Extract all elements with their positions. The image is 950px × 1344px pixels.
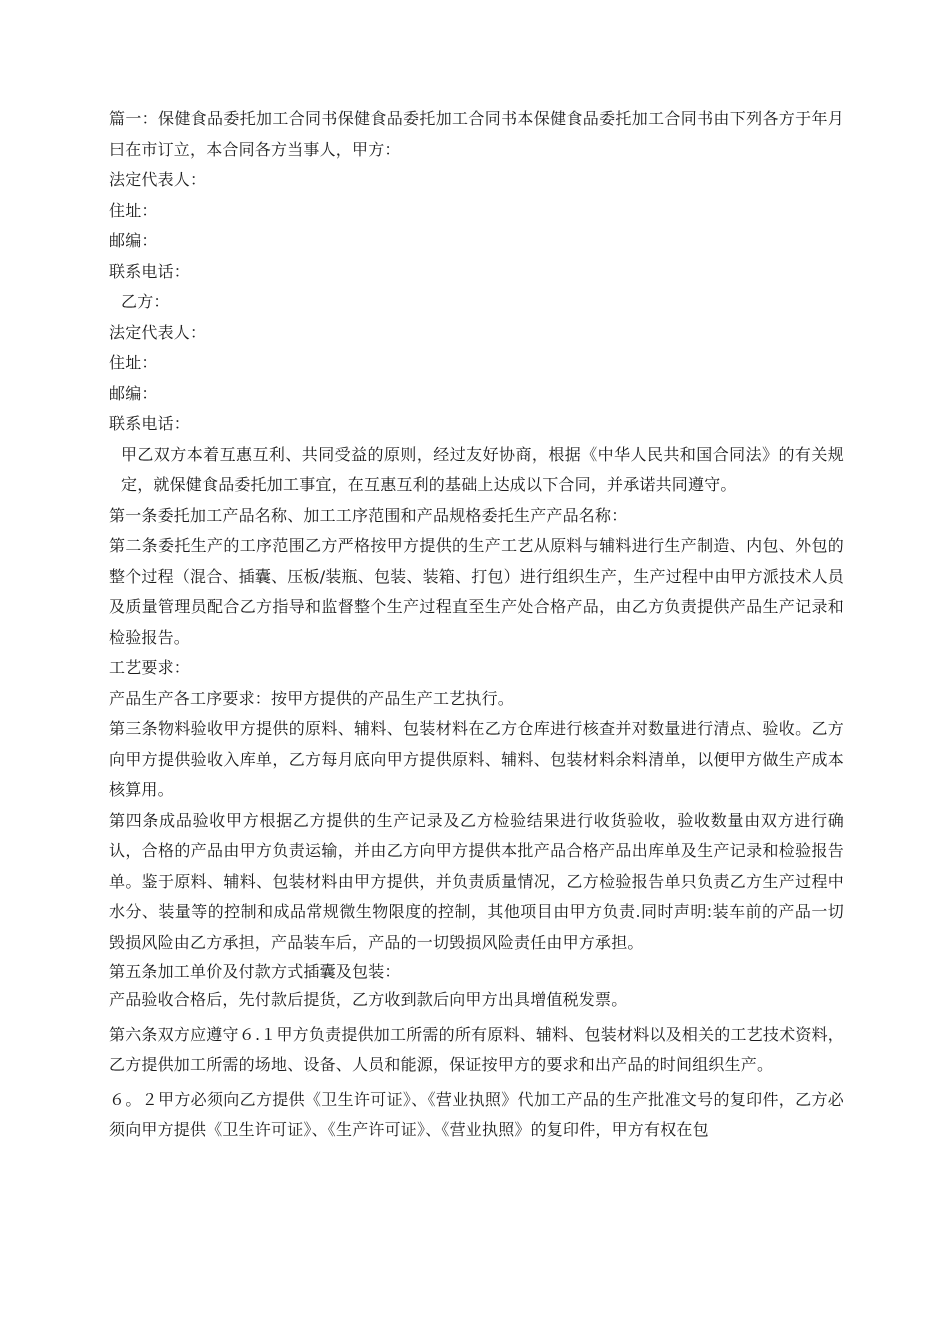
party-b-postcode: 邮编： (109, 383, 158, 403)
party-a-legal-rep: 法定代表人： (109, 170, 207, 189)
article-5: 第五条加工单价及付款方式插囊及包装： (109, 962, 401, 981)
party-b-legal-rep: 法定代表人： (109, 322, 207, 342)
party-b-label: 乙方： (121, 292, 170, 311)
payment-terms: 产品验收合格后，先付款后提货，乙方收到款后向甲方出具增值税发票。 (109, 990, 628, 1009)
preamble-paragraph: 甲乙双方本着互惠互利、共同受益的原则，经过友好协商，根据《中华人民共和国合同法》的有关规定，就保健食品委托加工事宜，在互惠互利的基础上达成以下合同，并承诺共同遵守。 (121, 444, 844, 494)
article-3: 第三条物料验收甲方提供的原料、辅料、包装材料在乙方仓库进行核查并对数量进行清点、验收。乙方向甲方提供验收入库单，乙方每月底向甲方提供原料、辅料、包装材料余料清单，以便甲方做生产成本核算用。 (109, 719, 844, 799)
process-requirements-heading: 工艺要求： (109, 658, 191, 677)
party-b-address: 住址： (109, 353, 158, 372)
article-6-2: ６。２甲方必须向乙方提供《卫生许可证》、《营业执照》代加工产品的生产批准文号的复印件，乙方必须向甲方提供《卫生许可证》、《生产许可证》、《营业执照》的复印件，甲方有权在包 (109, 1089, 844, 1139)
article-1: 第一条委托加工产品名称、加工工序范围和产品规格委托生产产品名称： (109, 505, 628, 525)
article-2: 第二条委托生产的工序范围乙方严格按甲方提供的生产工艺从原料与辅料进行生产制造、内包、外包的整个过程（混合、插囊、压板/装瓶、包装、装箱、打包）进行组织生产，生产过程中由甲方派技术人员及质量管理员配合乙方指导和监督整个生产过程直至生产处合格产品，由乙方负责提供产品生产记录和检验报告。 (109, 536, 844, 647)
article-4: 第四条成品验收甲方根据乙方提供的生产记录及乙方检验结果进行收货验收，验收数量由双方进行确认，合格的产品由甲方负责运输，并由乙方向甲方提供本批产品合格产品出库单及生产记录和检验报告单。鉴于原料、辅料、包装材料由甲方提供，并负责质量情况，乙方检验报告单只负责乙方生产过程中水分、装量等的控制和成品常规微生物限度的控制，其他项目由甲方负责.同时声明:装车前的产品一切毁损风险由乙方承担，产品装车后，产品的一切毁损风险责任由甲方承担。 (109, 810, 844, 952)
party-a-phone: 联系电话： (109, 261, 191, 281)
process-requirements-text: 产品生产各工序要求：按甲方提供的产品生产工艺执行。 (109, 688, 515, 708)
party-b-phone: 联系电话： (109, 414, 191, 433)
party-a-postcode: 邮编： (109, 231, 158, 250)
contract-intro: 篇一：保健食品委托加工合同书保健食品委托加工合同书本保健食品委托加工合同书由下列各方于年月曰在市订立，本合同各方当事人，甲方： (109, 109, 844, 159)
document-body (109, 104, 844, 1146)
party-a-address: 住址： (109, 200, 158, 220)
article-6: 第六条双方应遵守６.１甲方负责提供加工所需的所有原料、辅料、包装材料以及相关的工艺技术资料，乙方提供加工所需的场地、设备、人员和能源，保证按甲方的要求和出产品的时间组织生产。 (109, 1024, 844, 1074)
